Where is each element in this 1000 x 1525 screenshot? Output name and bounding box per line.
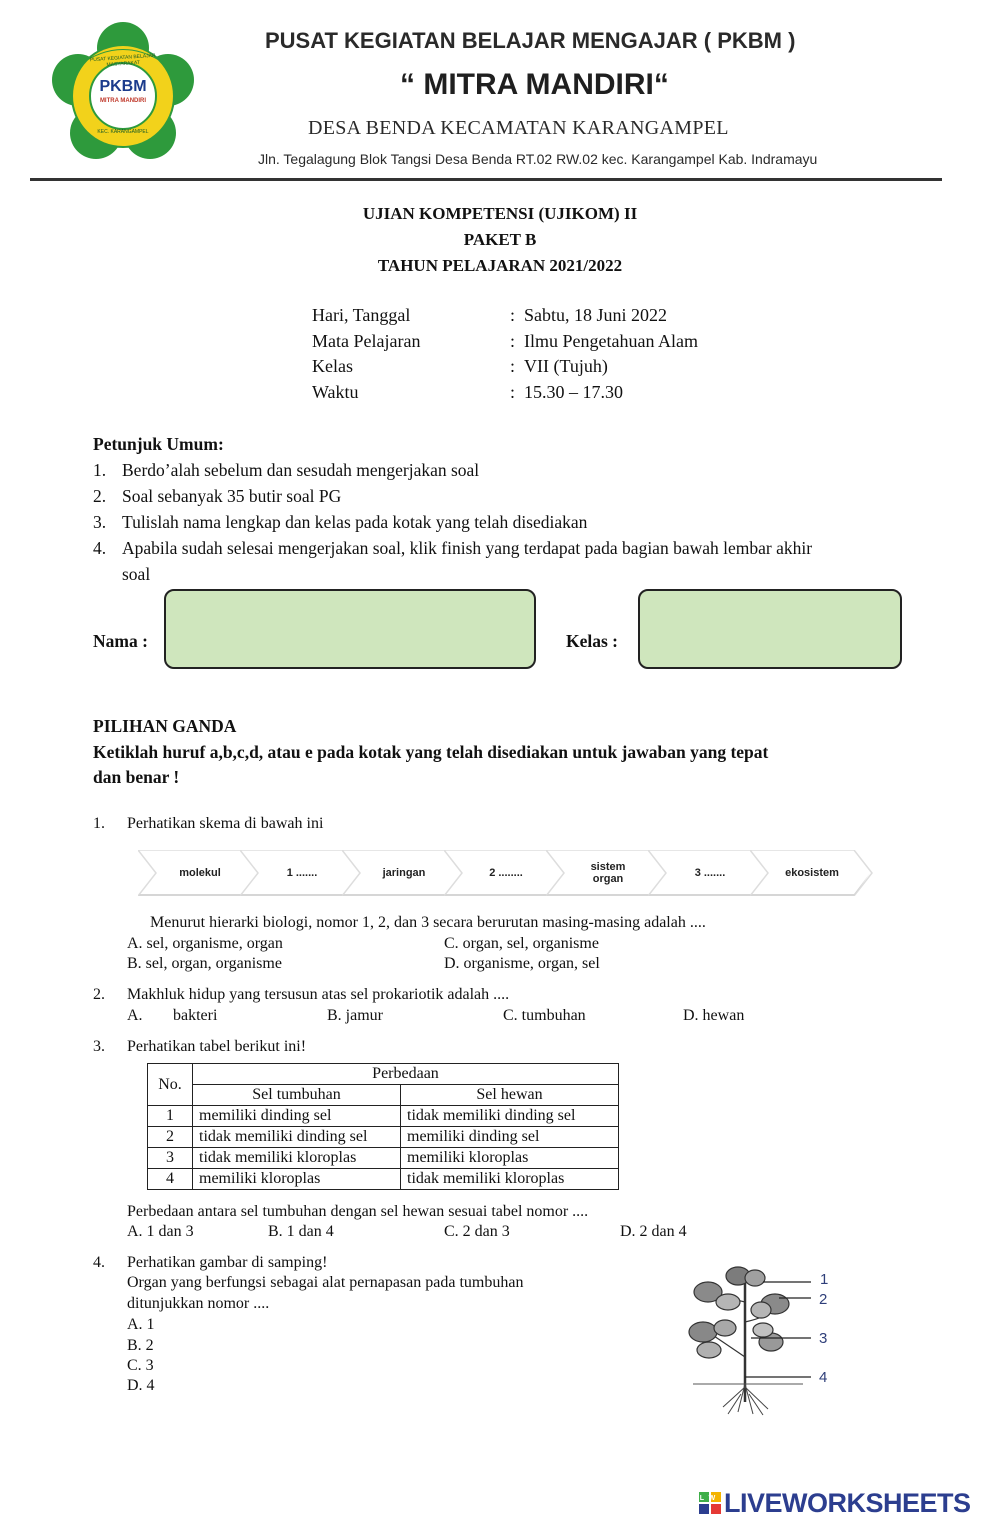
figure-label-3: 3 [819, 1330, 828, 1347]
question-prompt: Menurut hierarki biologi, nomor 1, 2, dan 3 secara berurutan masing-masing adalah .... [150, 914, 706, 931]
option-b: B. 1 dan 4 [268, 1223, 334, 1240]
info-label: Mata Pelajaran [312, 331, 421, 351]
option-a: A. 1 dan 3 [127, 1223, 194, 1240]
info-colon: : [510, 382, 516, 402]
instruction-number: 4. [93, 538, 107, 558]
table-cell-no: 1 [148, 1106, 193, 1127]
table-cell-animal: tidak memiliki kloroplas [401, 1169, 619, 1190]
option-a: A. sel, organisme, organ [127, 935, 283, 952]
option-d: D. organisme, organ, sel [444, 955, 600, 972]
header-address: Jln. Tegalagung Blok Tangsi Desa Benda RT.02 RW.02 kec. Karangampel Kab. Indramayu [258, 151, 818, 167]
info-value: Sabtu, 18 Juni 2022 [524, 305, 668, 325]
table-cell-animal: memiliki kloroplas [401, 1148, 619, 1169]
question-number: 1. [93, 815, 105, 832]
option-d: D. 2 dan 4 [620, 1223, 687, 1240]
table-cell-animal: tidak memiliki dinding sel [401, 1106, 619, 1127]
plant-figure [683, 1262, 843, 1417]
question-number: 4. [93, 1254, 105, 1271]
option-c: C. 2 dan 3 [444, 1223, 510, 1240]
hierarchy-step-label: 3 ....... [694, 867, 726, 879]
question-prompt: Perbedaan antara sel tumbuhan dengan sel hewan sesuai tabel nomor .... [127, 1203, 589, 1220]
hierarchy-step-label: 2 ........ [489, 867, 523, 879]
figure-label-2: 2 [819, 1291, 828, 1308]
instruction-text: Soal sebanyak 35 butir soal PG [122, 486, 342, 506]
instruction-text-continued: soal [122, 564, 151, 584]
table-row [148, 1169, 619, 1190]
header-line-2: “ MITRA MANDIRI“ [400, 68, 669, 101]
option-c: C. 3 [127, 1357, 154, 1374]
hierarchy-step-label: sistem organ [590, 861, 626, 885]
section-instruction-continued: dan benar ! [93, 767, 180, 787]
hierarchy-step-label: 1 ....... [286, 867, 318, 879]
class-label: Kelas : [566, 631, 619, 651]
question-text: Perhatikan skema di bawah ini [127, 815, 324, 832]
question-text: Makhluk hidup yang tersusun atas sel prokariotik adalah .... [127, 986, 510, 1003]
option-c: C. tumbuhan [503, 1007, 586, 1024]
instruction-text: Apabila sudah selesai mengerjakan soal, klik finish yang terdapat pada bagian bawah lembar akhir [122, 538, 813, 558]
logo-title: PKBM [99, 78, 147, 95]
liveworksheets-brand[interactable]: LIVEWORKSHEETS [724, 1488, 971, 1518]
hierarchy-step-label: ekosistem [785, 867, 839, 879]
logo-subtitle: MITRA MANDIRI [99, 98, 147, 104]
question-number: 3. [93, 1038, 105, 1055]
table-header-no: No. [148, 1064, 193, 1106]
option-a-letter: A. [127, 1007, 143, 1024]
question-text: Perhatikan gambar di samping! [127, 1254, 328, 1271]
table-cell-plant: tidak memiliki kloroplas [193, 1148, 401, 1169]
table-cell-no: 2 [148, 1127, 193, 1148]
table-cell-plant: tidak memiliki dinding sel [193, 1127, 401, 1148]
option-a: bakteri [173, 1007, 218, 1024]
instruction-text: Tulislah nama lengkap dan kelas pada kotak yang telah disediakan [122, 512, 588, 532]
instructions-heading: Petunjuk Umum: [93, 434, 224, 454]
instruction-number: 3. [93, 512, 107, 532]
comparison-table [147, 1063, 619, 1190]
table-cell-plant: memiliki kloroplas [193, 1169, 401, 1190]
logo-ring-text-bottom: KEC. KARANGAMPEL [97, 129, 149, 135]
figure-label-1: 1 [820, 1271, 829, 1288]
info-colon: : [510, 305, 516, 325]
option-b: B. jamur [327, 1007, 383, 1024]
exam-year: TAHUN PELAJARAN 2021/2022 [377, 256, 623, 275]
section-heading: PILIHAN GANDA [93, 716, 237, 736]
header-line-1: PUSAT KEGIATAN BELAJAR MENGAJAR ( PKBM ) [265, 28, 796, 53]
option-c: C. organ, sel, organisme [444, 935, 599, 952]
table-header-difference: Perbedaan [193, 1064, 619, 1085]
hierarchy-step [750, 850, 874, 896]
section-instruction: Ketiklah huruf a,b,c,d, atau e pada kotak yang telah disediakan untuk jawaban yang tepat [93, 742, 769, 762]
option-b: B. 2 [127, 1337, 154, 1354]
table-row [148, 1148, 619, 1169]
table-header-animal: Sel hewan [401, 1085, 619, 1106]
question-text-line: Organ yang berfungsi sebagai alat pernapasan pada tumbuhan [127, 1274, 524, 1291]
header-line-3: DESA BENDA KECAMATAN KARANGAMPEL [308, 117, 729, 139]
table-cell-plant: memiliki dinding sel [193, 1106, 401, 1127]
hierarchy-step-label: molekul [179, 867, 221, 879]
info-label: Waktu [312, 382, 359, 402]
header-divider [30, 178, 942, 181]
option-d: D. 4 [127, 1377, 155, 1394]
exam-package: PAKET B [463, 230, 537, 249]
info-colon: : [510, 331, 516, 351]
info-value: Ilmu Pengetahuan Alam [524, 331, 698, 351]
question-text-line: ditunjukkan nomor .... [127, 1295, 270, 1312]
name-input[interactable] [164, 589, 536, 669]
exam-title: UJIAN KOMPETENSI (UJIKOM) II [362, 204, 638, 223]
instruction-number: 1. [93, 460, 107, 480]
question-text: Perhatikan tabel berikut ini! [127, 1038, 307, 1055]
instruction-text: Berdo’alah sebelum dan sesudah mengerjakan soal [122, 460, 480, 480]
question-number: 2. [93, 986, 105, 1003]
table-cell-no: 3 [148, 1148, 193, 1169]
info-value: 15.30 – 17.30 [524, 382, 623, 402]
figure-label-4: 4 [819, 1369, 828, 1386]
instruction-number: 2. [93, 486, 107, 506]
table-header-plant: Sel tumbuhan [193, 1085, 401, 1106]
table-row [148, 1106, 619, 1127]
info-colon: : [510, 356, 516, 376]
liveworksheets-logo-icon [699, 1492, 721, 1514]
logo-ring-text: PUSAT KEGIATAN BELAJAR MASYARAKAT [89, 52, 156, 69]
name-label: Nama : [93, 631, 148, 651]
info-label: Hari, Tanggal [312, 305, 411, 325]
table-row [148, 1127, 619, 1148]
option-d: D. hewan [683, 1007, 745, 1024]
info-label: Kelas [312, 356, 353, 376]
table-cell-animal: memiliki dinding sel [401, 1127, 619, 1148]
school-logo [38, 18, 208, 168]
logo-letters: LW [699, 1495, 721, 1502]
table-cell-no: 4 [148, 1169, 193, 1190]
info-value: VII (Tujuh) [524, 356, 608, 376]
class-input[interactable] [638, 589, 902, 669]
option-a: A. 1 [127, 1316, 155, 1333]
hierarchy-step-label: jaringan [382, 867, 426, 879]
option-b: B. sel, organ, organisme [127, 955, 282, 972]
